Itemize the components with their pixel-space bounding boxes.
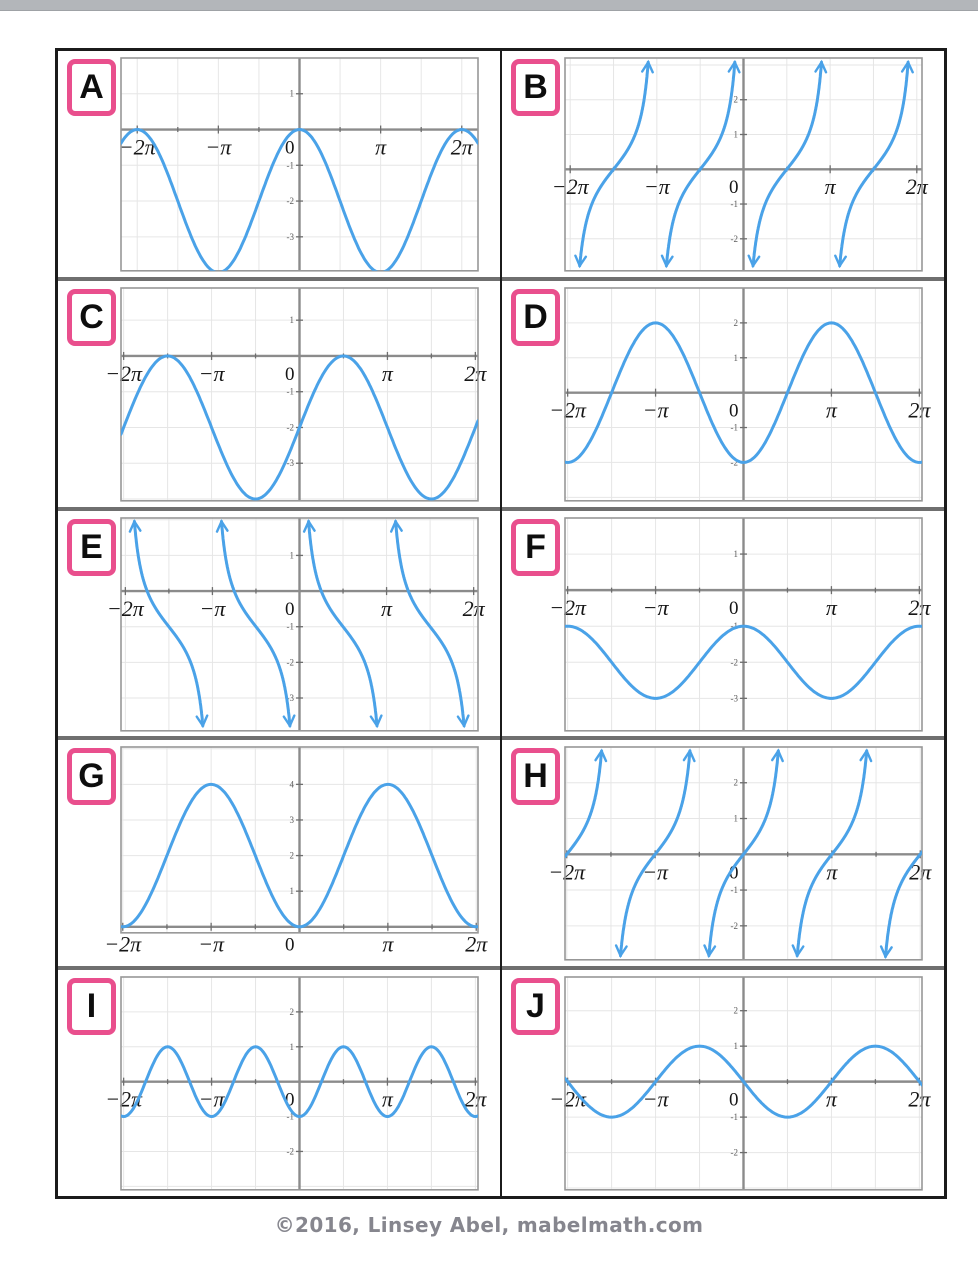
x-tick-label: 2π <box>908 594 931 620</box>
graph-panel-h <box>502 740 944 966</box>
y-tick-label: 1 <box>289 550 294 561</box>
graph-panel-d <box>502 281 944 507</box>
panel-letter: G <box>78 757 105 796</box>
y-tick-label: 1 <box>733 129 738 140</box>
x-tick-label: π <box>381 360 393 386</box>
x-tick-label: −2π <box>551 174 589 200</box>
y-tick-label: -2 <box>730 921 738 932</box>
y-tick-label: -1 <box>286 1111 294 1122</box>
y-tick-label: -3 <box>730 692 738 703</box>
x-tick-label: π <box>825 397 837 423</box>
panel-label-j <box>511 978 560 1035</box>
y-tick-label: 2 <box>733 317 738 328</box>
panel-label-b <box>511 59 560 116</box>
top-gray-bar <box>0 0 978 11</box>
graph-panel-j <box>502 970 944 1196</box>
x-tick-label: −2π <box>106 595 144 621</box>
x-tick-label: 2π <box>908 397 931 423</box>
graph-panel-e <box>58 511 500 737</box>
worksheet-cell-c <box>58 281 500 507</box>
y-tick-label: -2 <box>286 1146 294 1157</box>
panel-letter: A <box>79 68 104 106</box>
y-tick-label: -2 <box>730 457 738 468</box>
column-divider <box>500 51 502 1196</box>
x-tick-label: −2π <box>549 1086 587 1112</box>
y-tick-label: -2 <box>286 422 294 433</box>
x-tick-label: −2π <box>549 397 587 423</box>
x-tick-label: 0 <box>728 400 739 422</box>
worksheet-cell-g <box>58 740 500 966</box>
x-tick-label: −2π <box>118 134 156 160</box>
y-tick-label: -3 <box>286 458 294 469</box>
y-tick-label: 4 <box>289 779 294 790</box>
panel-label-g <box>67 748 116 805</box>
x-tick-label: −2π <box>105 1086 143 1112</box>
y-tick-label: -1 <box>730 199 738 210</box>
x-tick-label: π <box>825 594 837 620</box>
graph-panel-g <box>58 740 500 966</box>
graph-panel-c <box>58 281 500 507</box>
graph-panel-i <box>58 970 500 1196</box>
x-tick-label: 0 <box>728 177 739 199</box>
graph-panel-f <box>502 511 944 737</box>
y-tick-label: -1 <box>286 160 294 171</box>
panel-letter: J <box>526 987 545 1026</box>
panel-letter: E <box>80 527 103 566</box>
x-tick-label: 2π <box>450 134 473 160</box>
worksheet-cell-f <box>502 511 944 737</box>
y-tick-label: -1 <box>730 620 738 631</box>
y-tick-label: -2 <box>286 196 294 207</box>
x-tick-label: 0 <box>284 363 295 385</box>
panel-label-i <box>67 978 116 1035</box>
panel-letter: I <box>86 987 97 1026</box>
x-tick-label: −π <box>198 932 225 958</box>
worksheet-cell-d <box>502 281 944 507</box>
y-tick-label: 1 <box>289 1041 294 1052</box>
x-tick-label: 0 <box>728 862 739 884</box>
panel-letter: B <box>523 68 548 106</box>
y-tick-label: -2 <box>286 656 294 667</box>
x-tick-label: 0 <box>728 1089 739 1111</box>
x-tick-label: π <box>381 595 393 621</box>
worksheet-cell-h <box>502 740 944 966</box>
panel-label-e <box>67 519 116 576</box>
y-tick-label: 1 <box>289 886 294 897</box>
y-tick-label: -1 <box>730 1112 738 1123</box>
x-tick-label: 0 <box>284 935 295 957</box>
x-tick-label: 2π <box>465 932 488 958</box>
y-tick-label: -3 <box>286 231 294 242</box>
panel-label-f <box>511 519 560 576</box>
panel-letter: C <box>79 297 104 336</box>
y-tick-label: 2 <box>733 1005 738 1016</box>
panel-label-d <box>511 289 560 346</box>
y-tick-label: 2 <box>289 850 294 861</box>
x-tick-label: −2π <box>548 859 586 885</box>
x-tick-label: π <box>375 134 387 160</box>
x-tick-label: 2π <box>462 595 485 621</box>
x-tick-label: −π <box>198 1086 225 1112</box>
y-tick-label: 2 <box>733 778 738 789</box>
x-tick-label: 0 <box>284 137 295 159</box>
worksheet-grid <box>55 48 947 1199</box>
y-tick-label: 1 <box>289 314 294 325</box>
panel-label-h <box>511 748 560 805</box>
graph-panel-a <box>58 51 500 277</box>
worksheet-cell-j <box>502 970 944 1196</box>
worksheet-cell-i <box>58 970 500 1196</box>
y-tick-label: 1 <box>733 813 738 824</box>
x-tick-label: 2π <box>464 1086 487 1112</box>
x-tick-label: −π <box>199 595 226 621</box>
x-tick-label: 2π <box>464 360 487 386</box>
x-tick-label: π <box>825 1086 837 1112</box>
curve-branch <box>565 751 602 857</box>
y-tick-label: -2 <box>730 1147 738 1158</box>
panel-letter: D <box>523 297 548 336</box>
x-tick-label: π <box>826 859 838 885</box>
x-tick-label: 0 <box>728 597 739 619</box>
y-tick-label: 1 <box>289 88 294 99</box>
y-tick-label: -1 <box>286 386 294 397</box>
x-tick-label: π <box>824 174 836 200</box>
x-tick-label: −π <box>642 397 669 423</box>
panel-label-c <box>67 289 116 346</box>
panel-label-a <box>67 59 116 116</box>
x-tick-label: −π <box>642 859 669 885</box>
x-tick-label: 2π <box>908 1086 931 1112</box>
x-tick-label: −2π <box>104 932 142 958</box>
panel-letter: H <box>523 757 548 796</box>
x-tick-label: π <box>382 932 394 958</box>
x-tick-label: −π <box>205 134 232 160</box>
y-tick-label: -1 <box>730 422 738 433</box>
worksheet-cell-a <box>58 51 500 277</box>
x-tick-label: −π <box>643 174 670 200</box>
y-tick-label: 1 <box>733 548 738 559</box>
x-tick-label: 0 <box>284 598 295 620</box>
y-tick-label: 1 <box>733 352 738 363</box>
y-tick-label: 2 <box>289 1007 294 1018</box>
x-tick-label: 0 <box>284 1089 295 1111</box>
x-tick-label: π <box>381 1086 393 1112</box>
x-tick-label: 2π <box>905 174 928 200</box>
x-tick-label: −2π <box>105 360 143 386</box>
y-tick-label: -2 <box>730 233 738 244</box>
panel-letter: F <box>525 527 546 566</box>
y-tick-label: 1 <box>733 1041 738 1052</box>
x-tick-label: −π <box>642 594 669 620</box>
x-tick-label: 2π <box>909 859 932 885</box>
x-tick-label: −2π <box>549 594 587 620</box>
footer-credit: ©2016, Linsey Abel, mabelmath.com <box>274 1213 704 1237</box>
worksheet-cell-b <box>502 51 944 277</box>
graph-panel-b <box>502 51 944 277</box>
y-tick-label: -3 <box>286 692 294 703</box>
worksheet-cell-e <box>58 511 500 737</box>
x-tick-label: −π <box>198 360 225 386</box>
y-tick-label: -1 <box>286 621 294 632</box>
x-tick-label: −π <box>642 1086 669 1112</box>
y-tick-label: -1 <box>730 885 738 896</box>
y-tick-label: 2 <box>733 94 738 105</box>
y-tick-label: -2 <box>730 656 738 667</box>
y-tick-label: 3 <box>289 815 294 826</box>
